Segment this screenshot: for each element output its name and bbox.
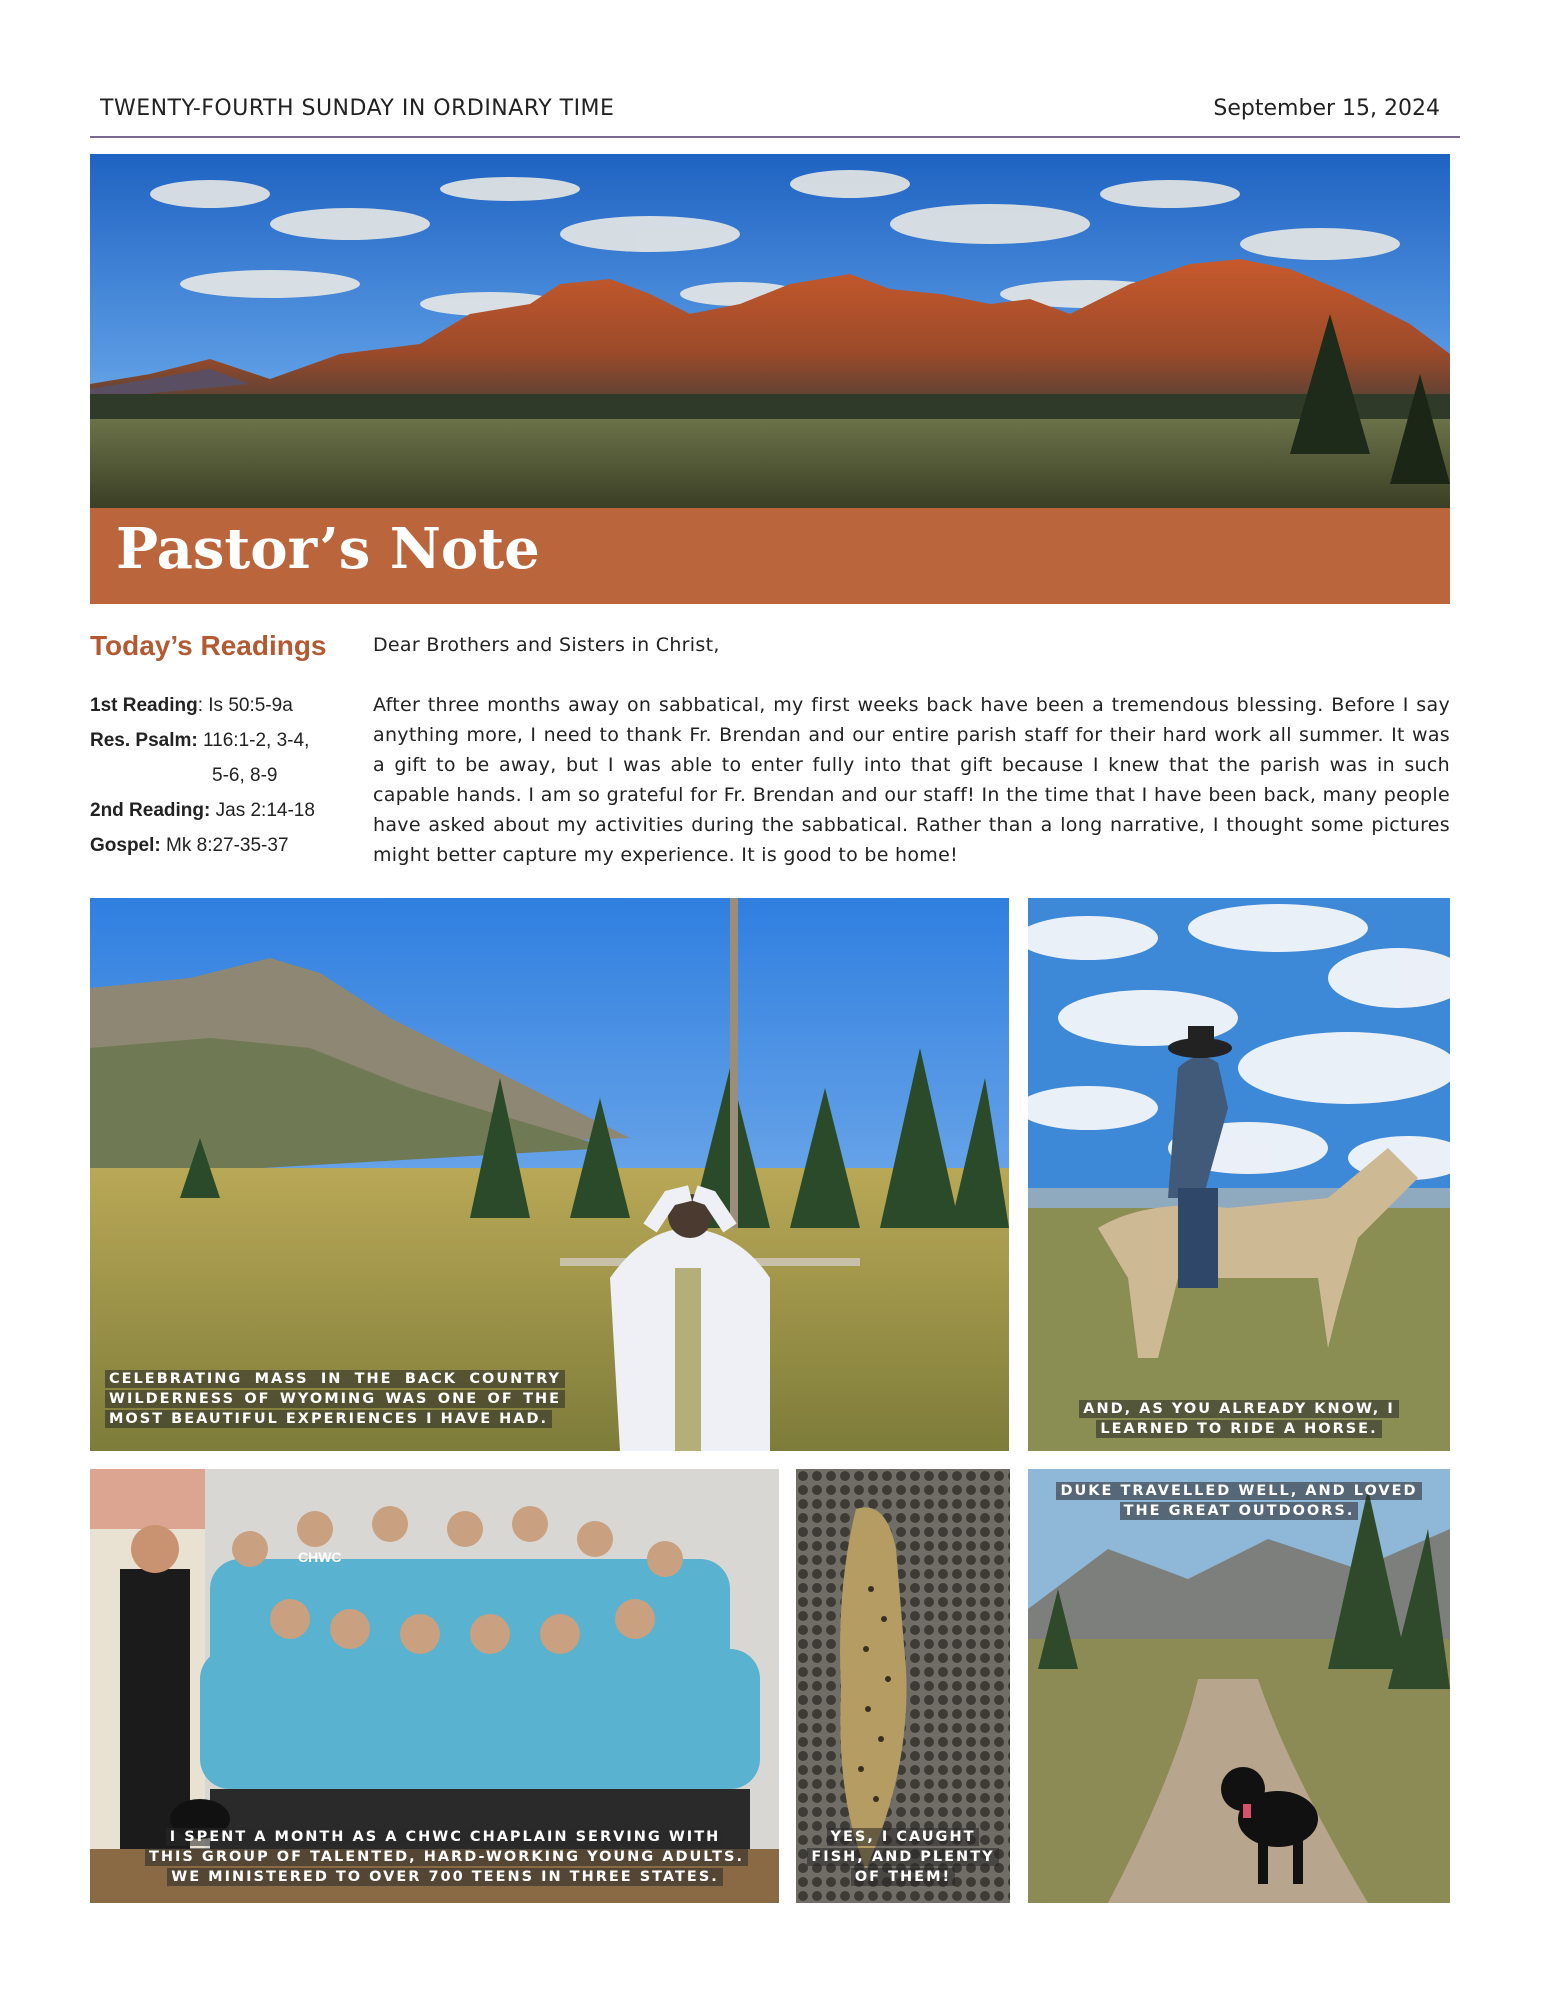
fish-photo	[796, 1469, 1010, 1903]
horse-caption: AND, AS YOU ALREADY KNOW, I LEARNED TO RIDE A HORSE.	[1048, 1399, 1430, 1439]
reading-psalm: Res. Psalm: 116:1-2, 3-4,	[90, 730, 310, 751]
dog-photo	[1028, 1469, 1450, 1903]
reading-psalm-continuation: 5-6, 8-9	[212, 765, 278, 786]
liturgical-day: TWENTY-FOURTH SUNDAY IN ORDINARY TIME	[100, 96, 615, 121]
page-header	[100, 96, 1440, 132]
mass-photo	[90, 898, 1009, 1451]
header-date: September 15, 2024	[1213, 96, 1440, 121]
dog-caption: DUKE TRAVELLED WELL, AND LOVED THE GREAT OUTDOORS.	[1038, 1481, 1440, 1521]
horse-photo	[1028, 898, 1450, 1451]
readings-title: Today’s Readings	[90, 630, 327, 661]
page-title: Pastor’s Note	[116, 516, 540, 582]
mass-caption: CELEBRATING MASS IN THE BACK COUNTRY WILDERNESS OF WYOMING WAS ONE OF THE MOST BEAUTIFUL EXPERIENCES I HAVE HAD.	[105, 1369, 565, 1429]
letter-body: After three months away on sabbatical, my first weeks back have been a tremendous blessing. Before I say anything more, I need to thank Fr. Brendan and our entire parish staff for their hard work all summer. It was a gift to be away, but I was able to enter fully into that gift because I knew that the parish was in such capable hands. I am so grateful for Fr. Brendan and our staff! In the time that I have been back, many people have asked about my activities during the sabbatical. Rather than a long narrative, I thought some pictures might better capture my experience. It is good to be home!	[373, 694, 1450, 866]
letter-salutation: Dear Brothers and Sisters in Christ,	[373, 634, 720, 656]
fish-caption: YES, I CAUGHT FISH, AND PLENTY OF THEM!	[806, 1827, 1000, 1887]
pastors-note-banner	[90, 508, 1450, 604]
reading-gospel: Gospel: Mk 8:27-35-37	[90, 835, 289, 856]
todays-readings	[90, 630, 360, 863]
hero-mountain-photo	[90, 154, 1450, 508]
group-caption: I SPENT A MONTH AS A CHWC CHAPLAIN SERVING WITH THIS GROUP OF TALENTED, HARD-WORKING YOUNG ADULTS. WE MINISTERED TO OVER 700 TEENS IN THREE STATES.	[145, 1827, 745, 1887]
pastor-letter	[373, 630, 1450, 870]
reading-first: 1st Reading: Is 50:5-9a	[90, 695, 293, 716]
chwc-shirt-text: CHWC	[298, 1549, 342, 1565]
group-photo	[90, 1469, 779, 1903]
reading-second: 2nd Reading: Jas 2:14-18	[90, 800, 315, 821]
header-rule	[90, 136, 1460, 138]
